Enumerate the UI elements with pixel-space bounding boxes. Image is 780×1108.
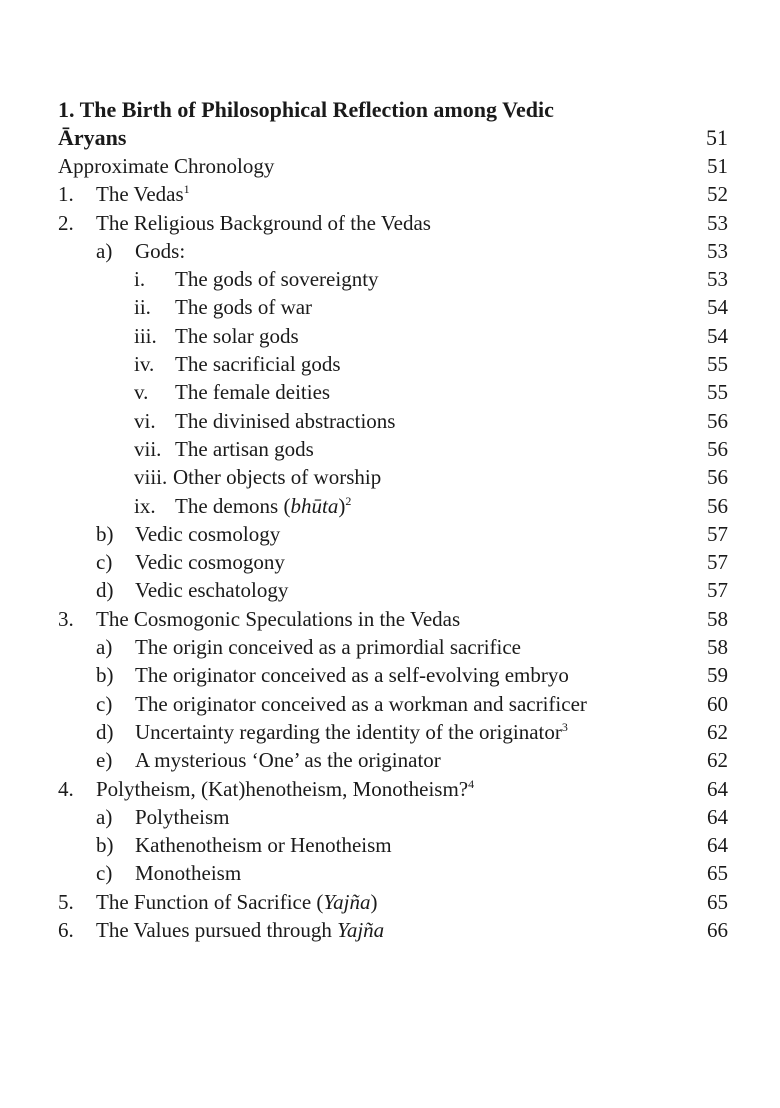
entry-title: The demons (bhūta)$^2$ — [175, 493, 352, 518]
entry-page: 56 — [707, 436, 728, 461]
entry-page: 56 — [707, 465, 728, 490]
entry-number: vii. — [134, 436, 162, 461]
entry-number: b) — [96, 833, 114, 858]
toc-entry — [58, 378, 738, 406]
entry-number: 6. — [58, 918, 74, 943]
entry-page: 53 — [707, 210, 728, 235]
toc-entry — [58, 152, 738, 180]
entry-title: The originator conceived as a workman and sacrificer — [135, 691, 587, 716]
entry-title: The gods of war — [175, 295, 313, 320]
entry-number: b) — [96, 521, 114, 546]
toc-entry — [58, 888, 738, 916]
entry-page: 66 — [707, 918, 728, 943]
entry-number: iv. — [134, 352, 155, 377]
entry-title: Vedic cosmology — [135, 521, 281, 546]
toc-entry — [58, 605, 738, 633]
entry-title: The Values pursued through Yajña — [96, 918, 385, 943]
entry-title: The Function of Sacrifice (Yajña) — [96, 889, 378, 914]
entry-page: 65 — [707, 861, 728, 886]
entry-page: 60 — [707, 691, 728, 716]
entry-number: 3. — [58, 606, 74, 631]
entry-title: The solar gods — [175, 323, 299, 348]
entry-number: ix. — [134, 493, 156, 518]
entry-number: c) — [96, 691, 113, 716]
entry-title: Polytheism — [135, 804, 230, 829]
entry-number: ii. — [134, 295, 151, 320]
entry-number: b) — [96, 663, 114, 688]
entry-title: The Religious Background of the Vedas — [96, 210, 431, 235]
entry-page: 56 — [707, 408, 728, 433]
entry-title: The artisan gods — [175, 436, 314, 461]
footnote-marker: 4 — [468, 776, 475, 791]
entry-number: v. — [134, 380, 149, 405]
toc-entry — [58, 435, 738, 463]
entry-title: Approximate Chronology — [58, 154, 275, 178]
toc-entry — [58, 775, 738, 803]
entry-number: c) — [96, 861, 113, 886]
toc-entry — [58, 803, 738, 831]
footnote-marker: 3 — [561, 719, 568, 734]
entry-number: a) — [96, 238, 113, 263]
chapter-heading-line-2: Āryans — [58, 125, 127, 150]
entry-title: The Cosmogonic Speculations in the Vedas — [96, 606, 461, 631]
entry-page: 64 — [707, 804, 728, 829]
entry-page: 56 — [707, 493, 728, 518]
entry-title: Kathenotheism or Henotheism — [135, 833, 392, 858]
entry-title: The Vedas$^1$ — [96, 182, 190, 207]
entry-title: The gods of sovereignty — [175, 267, 379, 292]
toc-entry — [58, 265, 738, 293]
entry-number: vi. — [134, 408, 156, 433]
entry-number: i. — [134, 267, 146, 292]
toc-entry — [58, 690, 738, 718]
entry-page: 57 — [707, 550, 728, 575]
entry-title: Polytheism, (Kat)henotheism, Monotheism?$^4$ — [96, 776, 475, 801]
toc-entry — [58, 633, 738, 661]
italic-term: Yajña — [337, 918, 385, 943]
chapter-heading — [58, 96, 738, 152]
entry-number: 4. — [58, 776, 74, 801]
entry-page: 65 — [707, 889, 728, 914]
entry-page: 64 — [707, 776, 728, 801]
entry-page: 57 — [707, 521, 728, 546]
entry-number: 2. — [58, 210, 74, 235]
toc-entry — [58, 576, 738, 604]
entry-number: d) — [96, 719, 114, 744]
toc-entry — [58, 661, 738, 689]
toc-entry — [58, 322, 738, 350]
entry-page: 57 — [707, 578, 728, 603]
entry-page: 51 — [707, 154, 728, 178]
toc-entry — [58, 463, 738, 491]
entry-page: 53 — [707, 238, 728, 263]
entry-number: d) — [96, 578, 114, 603]
entry-title: The originator conceived as a self-evolving embryo — [135, 663, 569, 688]
entry-title: Monotheism — [135, 861, 242, 886]
chapter-heading-line-1: 1. The Birth of Philosophical Reflection among Vedic — [58, 97, 554, 122]
entry-title: Uncertainty regarding the identity of the originator$^3$ — [135, 719, 568, 744]
entry-title: Vedic eschatology — [135, 578, 289, 603]
toc-entry — [58, 831, 738, 859]
entry-number: a) — [96, 635, 113, 660]
toc-list — [58, 152, 738, 944]
entry-page: 53 — [707, 267, 728, 292]
entry-number: a) — [96, 804, 113, 829]
toc-entry — [58, 548, 738, 576]
entry-number: viii. — [134, 465, 168, 490]
entry-title: The origin conceived as a primordial sacrifice — [135, 635, 521, 660]
entry-number: 1. — [58, 182, 74, 207]
entry-page: 62 — [707, 719, 728, 744]
footnote-marker: 1 — [183, 182, 190, 197]
toc-entry — [58, 209, 738, 237]
entry-page: 59 — [707, 663, 728, 688]
entry-title: Other objects of worship — [173, 465, 382, 490]
entry-page: 55 — [707, 352, 728, 377]
entry-number: iii. — [134, 323, 157, 348]
toc-entry — [58, 718, 738, 746]
entry-page: 52 — [707, 182, 728, 207]
entry-number: 5. — [58, 889, 74, 914]
toc-entry — [58, 916, 738, 944]
toc-entry — [58, 492, 738, 520]
toc-entry — [58, 293, 738, 321]
entry-title: The female deities — [175, 380, 331, 405]
entry-title: Vedic cosmogony — [135, 550, 285, 575]
italic-term: bhūta — [290, 493, 339, 518]
toc-entry — [58, 520, 738, 548]
footnote-marker: 2 — [345, 493, 352, 508]
toc-entry — [58, 350, 738, 378]
italic-term: Yajña — [323, 889, 371, 914]
entry-page: 54 — [707, 323, 728, 348]
toc-entry — [58, 180, 738, 208]
entry-page: 55 — [707, 380, 728, 405]
entry-number: c) — [96, 550, 113, 575]
entry-number: e) — [96, 748, 113, 773]
toc-entry — [58, 237, 738, 265]
entry-title: The sacrificial gods — [175, 352, 341, 377]
entry-page: 58 — [707, 635, 728, 660]
entry-page: 54 — [707, 295, 728, 320]
entry-page: 58 — [707, 606, 728, 631]
toc-entry — [58, 407, 738, 435]
entry-title: The divinised abstractions — [175, 408, 396, 433]
toc-entry — [58, 746, 738, 774]
toc-entry — [58, 859, 738, 887]
entry-title: Gods: — [135, 238, 186, 263]
entry-page: 64 — [707, 833, 728, 858]
entry-page: 62 — [707, 748, 728, 773]
entry-title: A mysterious ‘One’ as the originator — [135, 748, 441, 773]
chapter-page-number: 51 — [706, 125, 728, 150]
